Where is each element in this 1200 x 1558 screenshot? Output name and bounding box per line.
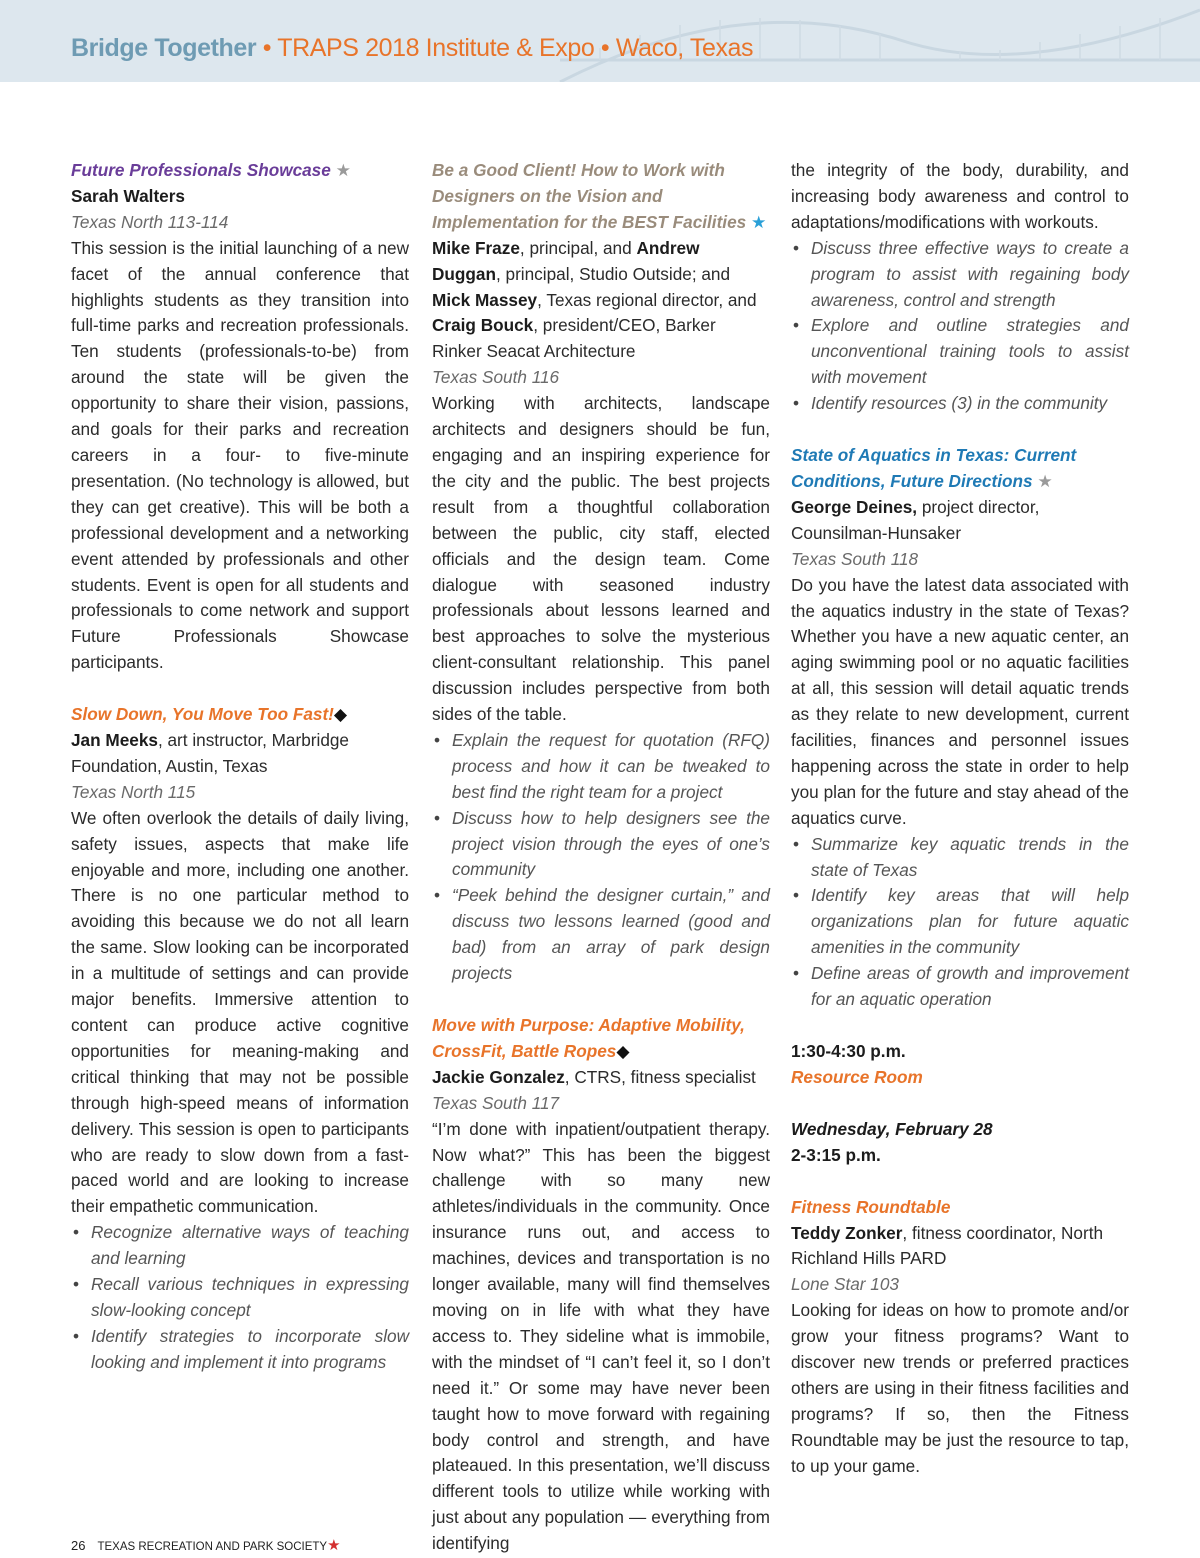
list-item: • Recognize alternative ways of teaching and learning — [71, 1220, 409, 1272]
list-item: • Summarize key aquatic trends in the state of Texas — [791, 832, 1129, 884]
learning-objectives — [791, 236, 1129, 417]
column-3 — [791, 158, 1129, 1480]
session-title: Future Professionals Showcase ★ — [71, 160, 352, 180]
learning-objectives — [432, 728, 770, 987]
session-description: This session is the initial launching of a new facet of the annual conference that highlights students as they transition into full-time parks and recreation professionals. Ten students (professionals-to-be) from around the state will be given the opportunity to share their vision, passions, and goals for their parks and recreation careers in a four- to five-minute presentation. (No technology is allowed, but they can get creative). This will be both a professional development and a networking event attended by professionals and other students. Event is open for all students and professionals to come network and support Future Professionals Showcase participants. — [71, 237, 409, 673]
star-icon: ★ — [1037, 470, 1053, 491]
speaker-name: Jackie Gonzalez — [432, 1066, 565, 1087]
diamond-icon: ◆ — [616, 1040, 630, 1061]
header-separator: • — [594, 34, 616, 62]
session-room: Texas North 113-114 — [71, 211, 229, 232]
speaker-name: Teddy Zonker — [791, 1222, 903, 1243]
session-future-professionals — [71, 158, 409, 676]
star-icon: ★ — [750, 211, 767, 232]
list-item: • Explore and outline strategies and unconventional training tools to assist with movement — [791, 313, 1129, 391]
column-2 — [432, 158, 770, 1557]
list-item: • Recall various techniques in expressing slow-looking concept — [71, 1272, 409, 1324]
star-icon: ★ — [327, 1537, 341, 1554]
session-room: Lone Star 103 — [791, 1274, 899, 1295]
running-header — [71, 34, 753, 63]
page-footer — [71, 1536, 341, 1554]
footer-org: TEXAS RECREATION AND PARK SOCIETY — [97, 1541, 328, 1553]
list-item: • Identify resources (3) in the community — [791, 391, 1129, 417]
session-slow-down — [71, 702, 409, 1376]
speaker-line: Mike Fraze, principal, and Andrew Duggan, principal, Studio Outside; and Mick Massey, Texas regional director, and Craig Bouck, president/CEO, Barker Rinker Seacat Architecture — [432, 237, 757, 362]
page-header — [0, 0, 1200, 82]
speaker-name: Sarah Walters — [71, 185, 185, 206]
session-room: Texas South 117 — [432, 1092, 560, 1113]
session-title: Slow Down, You Move Too Fast!◆ — [71, 704, 348, 725]
session-move-with-purpose — [432, 1013, 770, 1557]
session-state-of-aquatics — [791, 443, 1129, 1013]
learning-objectives — [71, 1220, 409, 1375]
list-item: • Identify strategies to incorporate slow looking and implement it into programs — [71, 1324, 409, 1376]
session-room: Texas South 116 — [432, 367, 560, 388]
continued-description: the integrity of the body, durability, and increasing body awareness and control to adaptations/modifications with workouts. — [791, 160, 1129, 232]
speaker-name: Mike Fraze — [432, 237, 520, 258]
speaker-line: Jackie Gonzalez, CTRS, fitness specialist — [432, 1066, 756, 1087]
list-item: • “Peek behind the designer curtain,” and discuss two lessons learned (good and bad) from an array of park design projects — [432, 883, 770, 987]
speaker-name: Jan Meeks — [71, 730, 158, 751]
session-title: Be a Good Client! How to Work with Designers on the Vision and Implementation for the BEST Facilities ★ — [432, 160, 767, 232]
column-1 — [71, 158, 409, 1376]
session-description: “I’m done with inpatient/outpatient therapy. Now what?” This has been the biggest challenge with so many new athletes/individuals in the community. Once insurance runs out, and access to machines, devices and transportation is no longer available, many will find themselves moving on in life with what they have access to. They sideline what is immobile, with the mindset of “I can’t feel it, so I don’t need it.” Or some may have never been taught how to move forward with regaining body control and strength, and have plateaued. In this presentation, we’ll discuss different tools to utilize while working with just about any population — everything from identifying — [432, 1118, 770, 1554]
header-location: Waco, Texas — [615, 34, 754, 62]
speaker-line: George Deines, project director, Counsilman-Hunsaker — [791, 496, 1040, 543]
list-item: • Discuss three effective ways to create a program to assist with regaining body awareness, control and strength — [791, 236, 1129, 314]
diamond-icon: ◆ — [333, 704, 348, 725]
session-description: We often overlook the details of daily living, safety issues, aspects that make life enjoyable and more, including one another. There is no one particular method to avoiding this because we do not all learn the same. Slow looking can be incorporated in a multitude of settings and can provide major benefits. Immersive attention to content can produce active cognitive opportunities for meaning-making and critical thinking that may not be possible through high-speed means of information delivery. This session is open to participants who are ready to slow down from a fast-paced world and are looking to increase their empathetic communication. — [71, 807, 409, 1217]
session-room: Texas South 118 — [791, 548, 919, 569]
resource-room-title: Resource Room — [791, 1066, 923, 1087]
session-title: State of Aquatics in Texas: Current Conditions, Future Directions ★ — [791, 445, 1077, 491]
page-number: 26 — [71, 1538, 86, 1553]
day-heading: Wednesday, February 28 — [791, 1118, 993, 1139]
session-title: Fitness Roundtable — [791, 1196, 951, 1217]
speaker-name: Andrew Duggan — [432, 237, 700, 284]
speaker-name: George Deines, — [791, 496, 918, 517]
session-good-client — [432, 158, 770, 987]
time-slot: 1:30-4:30 p.m. — [791, 1041, 906, 1061]
session-fitness-roundtable — [791, 1195, 1129, 1480]
list-item: • Identify key areas that will help organizations plan for future aquatic amenities in the community — [791, 883, 1129, 961]
list-item: • Discuss how to help designers see the project vision through the eyes of one’s community — [432, 806, 770, 884]
star-icon: ★ — [335, 160, 352, 180]
list-item: • Define areas of growth and improvement for an aquatic operation — [791, 961, 1129, 1013]
speaker-name: Craig Bouck — [432, 315, 534, 336]
session-description: Do you have the latest data associated with the aquatics industry in the state of Texas? Whether you have a new aquatic center, an aging swimming pool or no aquatic facilities at all, this session will detail aquatic trends as they relate to new development, current facilities, finances and personnel issues happening across the state in order to help you plan for the future and stay ahead of the aquatics curve. — [791, 574, 1129, 828]
header-separator: • — [256, 34, 278, 62]
header-brand: Bridge Together — [71, 34, 257, 62]
speaker-name: Mick Massey — [432, 289, 538, 310]
learning-objectives — [791, 832, 1129, 1013]
speaker-line: Jan Meeks, art instructor, Marbridge Foundation, Austin, Texas — [71, 730, 349, 776]
session-description: Looking for ideas on how to promote and/or grow your fitness programs? Want to discover new trends or preferred practices others are using in their fitness facilities and programs? If so, then the Fitness Roundtable may be just the resource to tap, to up your game. — [791, 1300, 1129, 1476]
session-title: Move with Purpose: Adaptive Mobility, CrossFit, Battle Ropes◆ — [432, 1015, 745, 1061]
speaker-line: Teddy Zonker, fitness coordinator, North Richland Hills PARD — [791, 1222, 1104, 1269]
list-item: • Explain the request for quotation (RFQ) process and how it can be tweaked to best find the right team for a project — [432, 728, 770, 806]
header-event: TRAPS 2018 Institute & Expo — [277, 34, 595, 62]
session-description: Working with architects, landscape architects and designers should be fun, engaging and an inspiring experience for the city and the public. The best projects result from a thoughtful collaboration between the public, city staff, elected officials and the design team. Come dialogue with seasoned industry professionals about lessons learned and best approaches to solve the mysterious client-consultant relationship. This panel discussion includes perspective from both sides of the table. — [432, 393, 770, 725]
time-slot: 2-3:15 p.m. — [791, 1144, 881, 1165]
session-room: Texas North 115 — [71, 781, 196, 802]
